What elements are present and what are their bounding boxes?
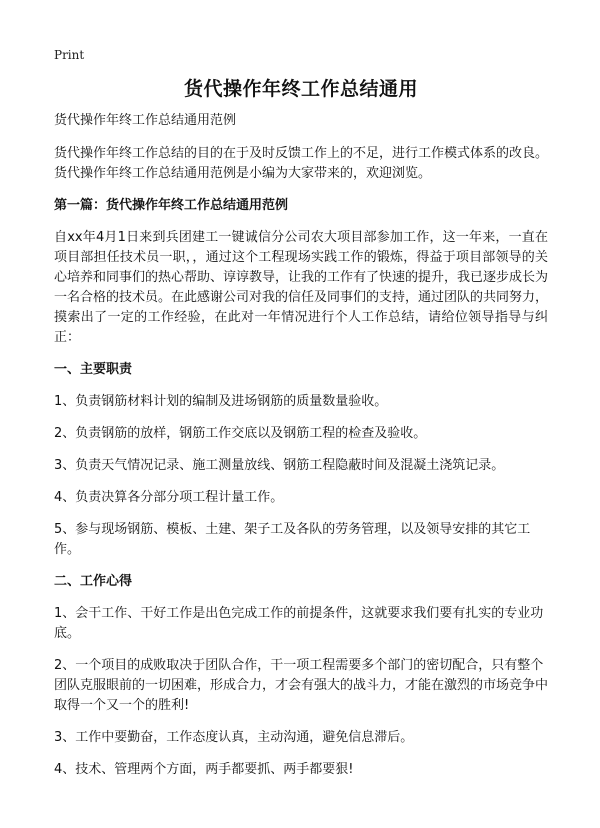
print-link[interactable]: Print <box>54 48 85 62</box>
document-body <box>54 76 548 792</box>
list-item: 2、一个项目的成败取决于团队合作，干一项工程需要多个部门的密切配合，只有整个团队克服眼前的一切困难，形成合力，才会有强大的战斗力，才能在激烈的市场竞争中取得一个又一个的胜利! <box>54 658 549 713</box>
list-item: 5、参与现场钢筋、模板、土建、架子工及各队的劳务管理，以及领导安排的其它工作。 <box>54 522 531 557</box>
document-subtitle: 货代操作年终工作总结通用范例 <box>54 113 237 128</box>
list-item: 2、负责钢筋的放样，钢筋工作交底以及钢筋工程的检查及验收。 <box>54 426 427 441</box>
list-item: 1、会干工作、干好工作是出色完成工作的前提条件，这就要求我们要有扎实的专业功底。 <box>54 606 544 641</box>
intro-paragraph: 货代操作年终工作总结的目的在于及时反馈工作上的不足，进行工作模式体系的改良。货代操作年终工作总结通用范例是小编为大家带来的，欢迎浏览。 <box>54 146 549 181</box>
list-item: 4、负责决算各分部分项工程计量工作。 <box>54 490 284 505</box>
list-item: 1、负责钢筋材料计划的编制及进场钢筋的质量数量验收。 <box>54 394 388 409</box>
insights-heading: 二、工作心得 <box>54 574 133 589</box>
list-item: 3、负责天气情况记录、施工测量放线、钢筋工程隐蔽时间及混凝土浇筑记录。 <box>54 458 505 473</box>
duties-heading: 一、主要职责 <box>54 362 133 377</box>
list-item: 4、技术、管理两个方面，两手都要抓、两手都要狠! <box>54 762 354 777</box>
page-title: 货代操作年终工作总结通用 <box>183 78 418 100</box>
section1-paragraph: 自xx年4月1日来到兵团建工一键诚信分公司农大项目部参加工作，这一年来，一直在项目部担任技术员一职，，通过这个工程现场实践工作的锻炼，得益于项目部领导的关心培养和同事们的热心帮助、谆谆教导，让我的工作有了快速的提升，我已逐步成长为一名合格的技术员。在此感谢公司对我的信任及同事们的支持，通过团队的共同努力，摸索出了一定的工作经验，在此对一年情况进行个人工作总结，请给位领导指导与纠正： <box>54 230 549 345</box>
list-item: 3、工作中要勤奋，工作态度认真，主动沟通，避免信息滞后。 <box>54 730 414 745</box>
section1-heading: 第一篇：货代操作年终工作总结通用范例 <box>54 198 289 213</box>
